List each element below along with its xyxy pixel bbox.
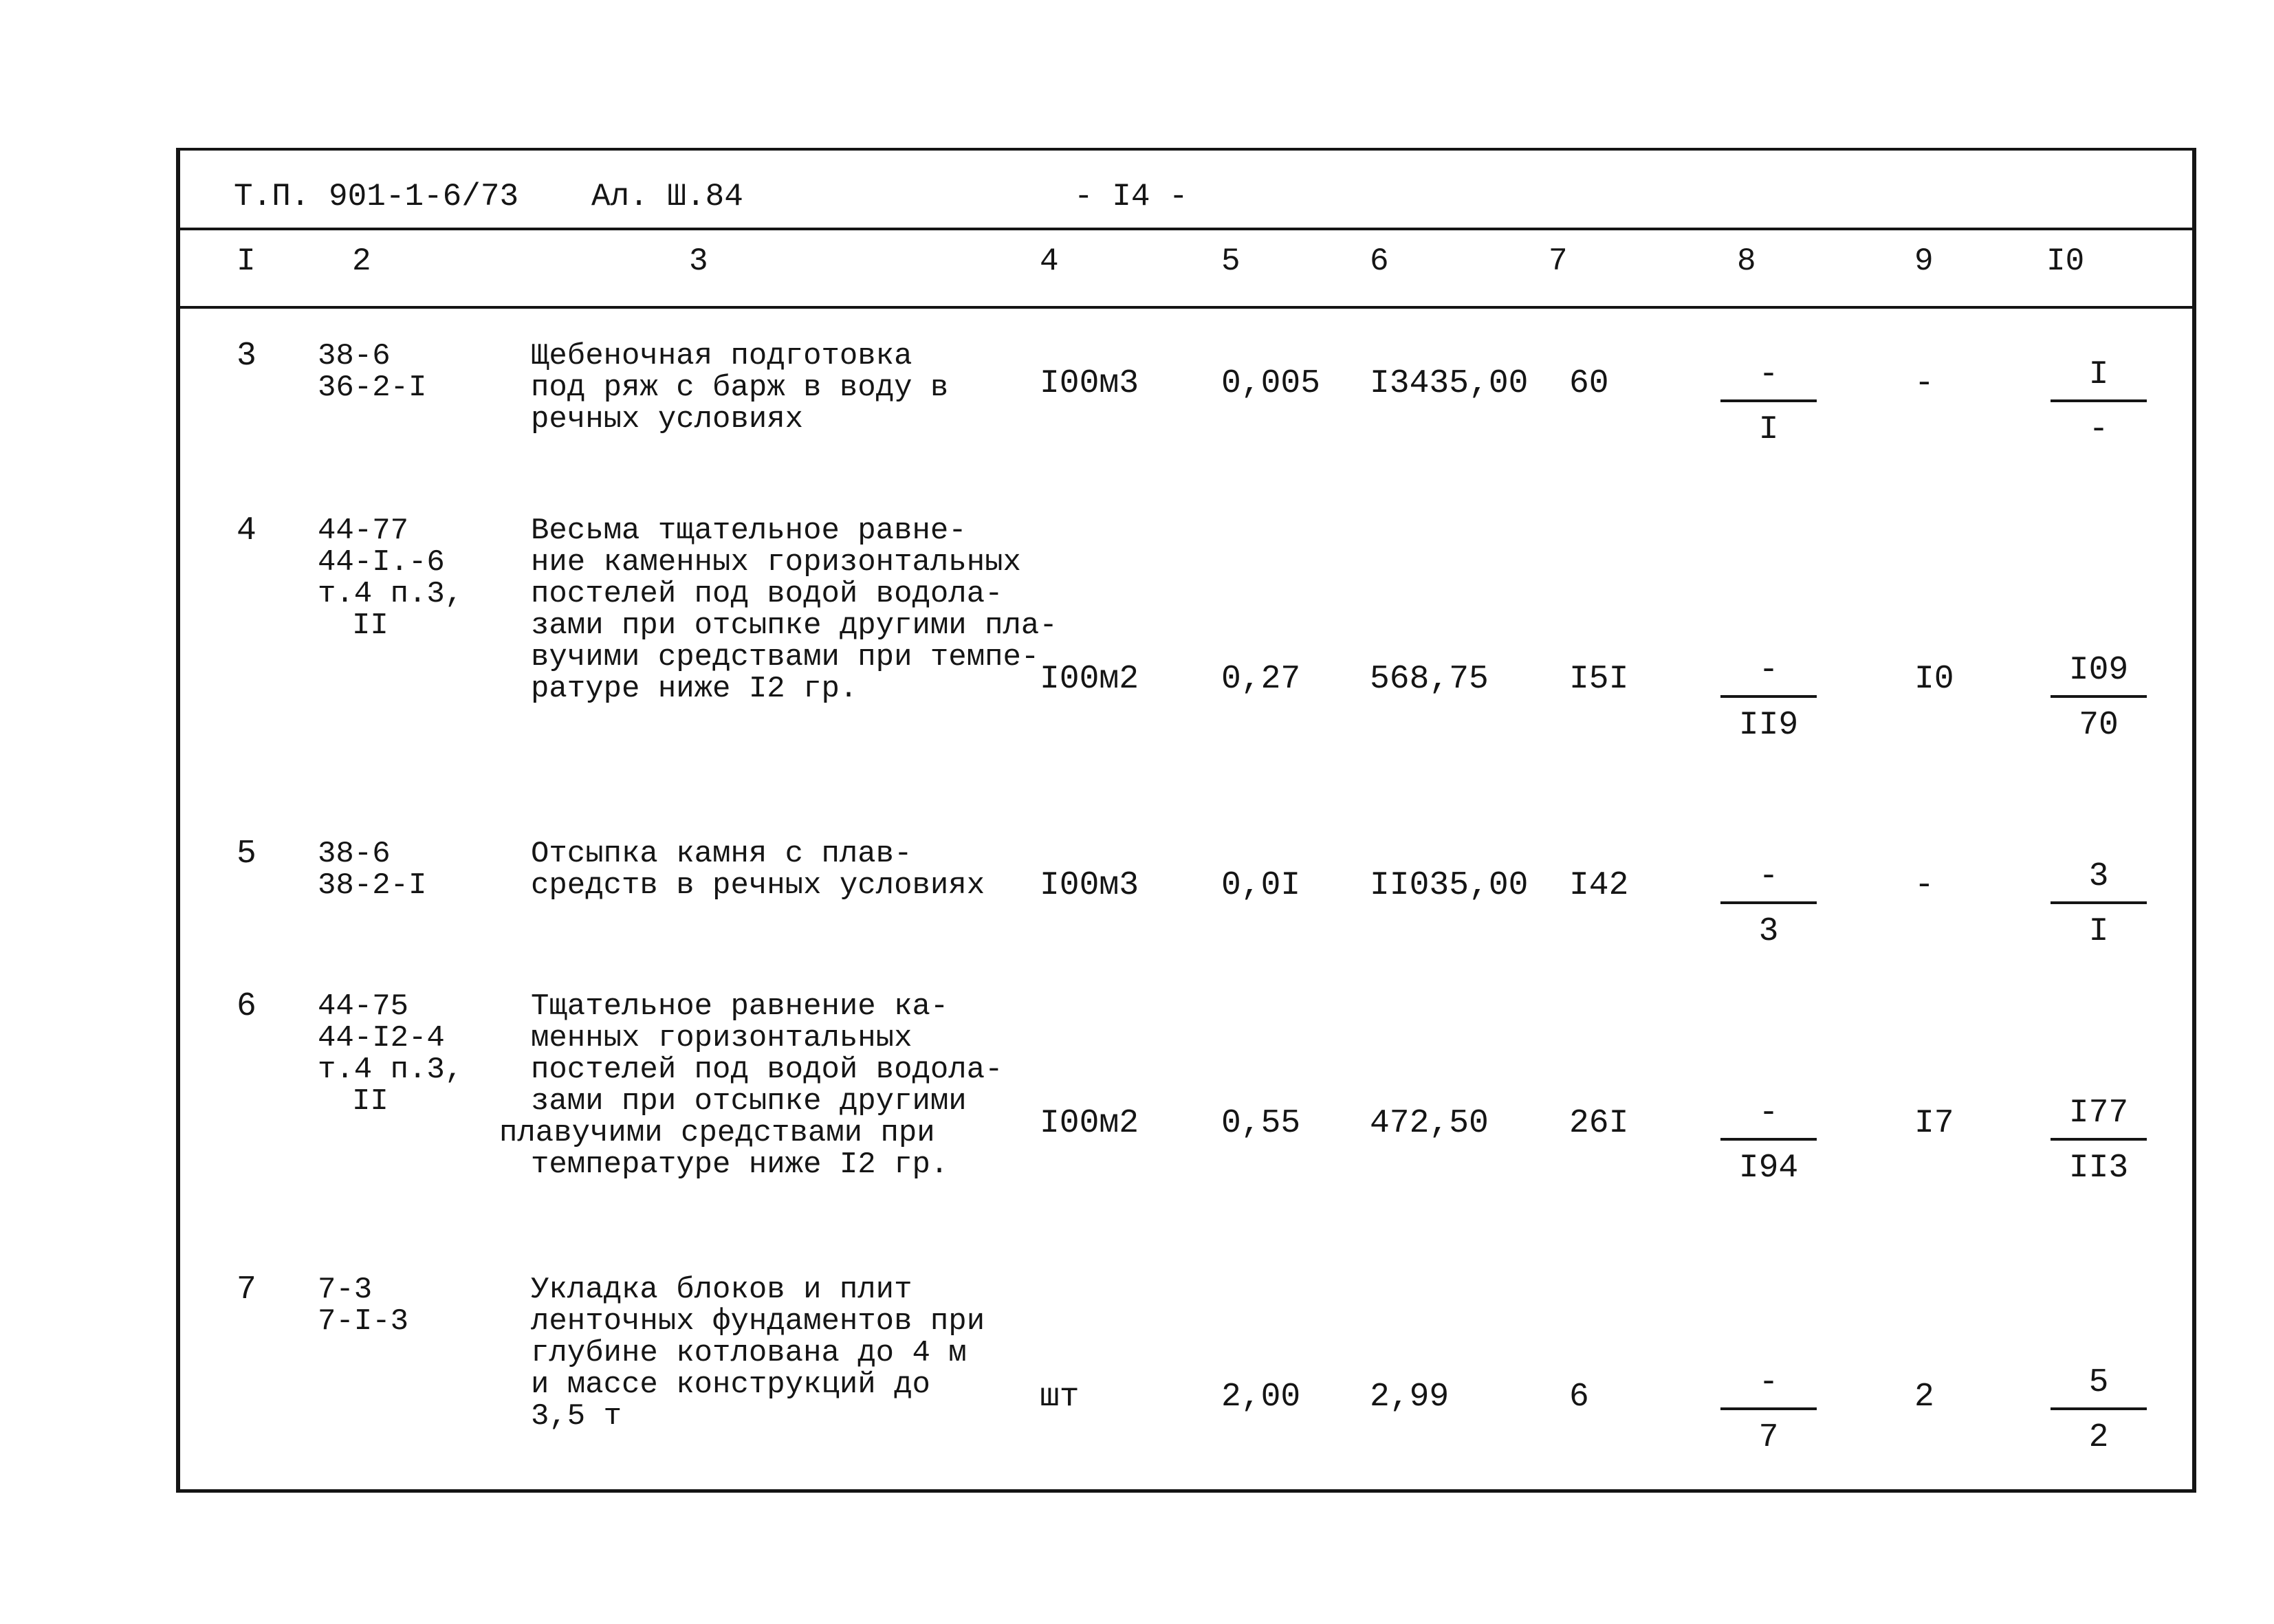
column-8-fraction-denominator: 3 (1758, 913, 1779, 950)
work-description-line: глубине котлована до 4 м (531, 1336, 967, 1370)
column-10-fraction (2051, 859, 2147, 950)
work-description-line: 3,5 т (531, 1399, 622, 1434)
work-description-line: Укладка блоков и плит (531, 1273, 912, 1307)
column-9-value: I7 (1914, 1105, 1954, 1142)
column-8-fraction (1720, 652, 1817, 743)
column-7-value: 6 (1569, 1379, 1589, 1416)
column-8-fraction-numerator: - (1758, 858, 1779, 895)
column-9-value: - (1914, 867, 1934, 904)
column-7-value: I42 (1569, 867, 1629, 904)
row-number: 6 (237, 988, 256, 1025)
column-10-fraction-fraction-bar (2051, 1407, 2147, 1410)
row-number: 4 (237, 512, 256, 549)
column-10-fraction-denominator: II3 (2068, 1150, 2129, 1187)
column-10-fraction-denominator: I (2088, 913, 2109, 950)
column-8-fraction-fraction-bar (1720, 901, 1817, 904)
unit-price-value: 472,50 (1370, 1105, 1489, 1142)
column-9-value: - (1914, 365, 1934, 402)
column-header-1: I (237, 243, 256, 279)
work-description-line: Щебеночная подготовка (531, 339, 912, 373)
column-8-fraction-denominator: II9 (1738, 707, 1799, 744)
column-8-fraction-numerator: - (1758, 652, 1779, 689)
work-description-line: плавучими средствами при (499, 1116, 935, 1150)
column-header-10: I0 (2046, 243, 2085, 279)
column-9-value: 2 (1914, 1379, 1934, 1416)
column-10-fraction-numerator: 3 (2088, 858, 2109, 895)
column-8-fraction (1720, 357, 1817, 448)
work-description-line: зами при отсыпке другими пла- (531, 608, 1058, 643)
column-header-2: 2 (352, 243, 371, 279)
work-description-line: температуре ниже I2 гр. (531, 1148, 949, 1182)
quantity-value: 0,27 (1221, 661, 1301, 698)
norm-code-line: 38-6 (318, 837, 391, 871)
album-reference: Ал. Ш.84 (591, 179, 743, 215)
work-description-line: речных условиях (531, 402, 804, 437)
column-10-fraction-numerator: I09 (2068, 652, 2129, 689)
row-number: 3 (237, 338, 256, 375)
unit-price-value: 568,75 (1370, 661, 1489, 698)
work-description-line: и массе конструкций до (531, 1368, 930, 1402)
column-10-fraction-denominator: 2 (2088, 1419, 2109, 1456)
column-8-fraction-denominator: 7 (1758, 1419, 1779, 1456)
column-10-fraction (2051, 1095, 2147, 1186)
work-description-line: ние каменных горизонтальных (531, 545, 1021, 580)
column-7-value: 26I (1569, 1105, 1629, 1142)
column-8-fraction-fraction-bar (1720, 695, 1817, 698)
norm-code-line: II (352, 1084, 389, 1119)
column-8-fraction-fraction-bar (1720, 1407, 1817, 1410)
norm-code-line: II (352, 608, 389, 643)
unit-of-measure: I00м3 (1040, 365, 1139, 402)
column-8-fraction (1720, 1095, 1817, 1186)
column-8-fraction-numerator: - (1758, 1095, 1779, 1132)
quantity-value: 0,005 (1221, 365, 1321, 402)
work-description-line: под ряж с барж в воду в (531, 371, 949, 405)
quantity-value: 0,0I (1221, 867, 1301, 904)
column-10-fraction (2051, 357, 2147, 448)
column-10-fraction-fraction-bar (2051, 901, 2147, 904)
work-description-line: постелей под водой водола- (531, 1053, 1003, 1087)
column-10-fraction-numerator: I77 (2068, 1095, 2129, 1132)
norm-code-line: 44-77 (318, 514, 409, 548)
norm-code-line: 38-6 (318, 339, 391, 373)
unit-price-value: I3435,00 (1370, 365, 1529, 402)
column-header-7: 7 (1549, 243, 1568, 279)
norm-code-line: т.4 п.3, (318, 577, 463, 611)
work-description-line: зами при отсыпке другими (531, 1084, 967, 1119)
page-number: - I4 - (1074, 179, 1188, 215)
work-description-line: Тщательное равнение ка- (531, 989, 949, 1024)
column-8-fraction-numerator: - (1758, 356, 1779, 393)
quantity-value: 0,55 (1221, 1105, 1301, 1142)
norm-code-line: 7-3 (318, 1273, 373, 1307)
norm-code-line: т.4 п.3, (318, 1053, 463, 1087)
norm-code-line: 38-2-I (318, 868, 427, 903)
column-10-fraction-numerator: I (2088, 356, 2109, 393)
estimate-sheet (176, 148, 2196, 1493)
unit-of-measure: I00м3 (1040, 867, 1139, 904)
column-9-value: I0 (1914, 661, 1954, 698)
column-10-fraction-fraction-bar (2051, 1138, 2147, 1141)
column-10-fraction (2051, 652, 2147, 743)
column-10-fraction-denominator: - (2088, 411, 2109, 448)
header-rule (180, 228, 2192, 230)
column-10-fraction-numerator: 5 (2088, 1364, 2109, 1401)
column-10-fraction-denominator: 70 (2079, 707, 2119, 744)
document-reference: Т.П. 901-1-6/73 (234, 179, 519, 215)
norm-code-line: 44-75 (318, 989, 409, 1024)
column-header-6: 6 (1370, 243, 1389, 279)
unit-of-measure: шт (1040, 1379, 1080, 1416)
work-description-line: Весьма тщательное равне- (531, 514, 967, 548)
work-description-line: постелей под водой водола- (531, 577, 1003, 611)
column-header-rule (180, 306, 2192, 309)
column-8-fraction (1720, 1365, 1817, 1456)
norm-code-line: 44-I2-4 (318, 1021, 445, 1055)
column-7-value: I5I (1569, 661, 1629, 698)
column-header-5: 5 (1221, 243, 1240, 279)
unit-of-measure: I00м2 (1040, 661, 1139, 698)
column-10-fraction (2051, 1365, 2147, 1456)
column-10-fraction-fraction-bar (2051, 399, 2147, 402)
column-8-fraction-denominator: I94 (1738, 1150, 1799, 1187)
column-header-4: 4 (1040, 243, 1059, 279)
row-number: 7 (237, 1271, 256, 1308)
work-description-line: Отсыпка камня с плав- (531, 837, 912, 871)
column-8-fraction-fraction-bar (1720, 1138, 1817, 1141)
work-description-line: средств в речных условиях (531, 868, 985, 903)
column-8-fraction-fraction-bar (1720, 399, 1817, 402)
column-header-8: 8 (1737, 243, 1756, 279)
unit-price-value: II035,00 (1370, 867, 1529, 904)
column-8-fraction-denominator: I (1758, 411, 1779, 448)
quantity-value: 2,00 (1221, 1379, 1301, 1416)
column-header-9: 9 (1914, 243, 1934, 279)
row-number: 5 (237, 835, 256, 873)
column-8-fraction-numerator: - (1758, 1364, 1779, 1401)
norm-code-line: 36-2-I (318, 371, 427, 405)
work-description-line: ленточных фундаментов при (531, 1304, 985, 1339)
norm-code-line: 7-I-3 (318, 1304, 409, 1339)
work-description-line: вучими средствами при темпе- (531, 640, 1040, 674)
unit-price-value: 2,99 (1370, 1379, 1450, 1416)
work-description-line: менных горизонтальных (531, 1021, 912, 1055)
column-7-value: 60 (1569, 365, 1609, 402)
column-header-3: 3 (689, 243, 708, 279)
unit-of-measure: I00м2 (1040, 1105, 1139, 1142)
work-description-line: ратуре ниже I2 гр. (531, 672, 858, 706)
column-8-fraction (1720, 859, 1817, 950)
column-10-fraction-fraction-bar (2051, 695, 2147, 698)
norm-code-line: 44-I.-6 (318, 545, 445, 580)
